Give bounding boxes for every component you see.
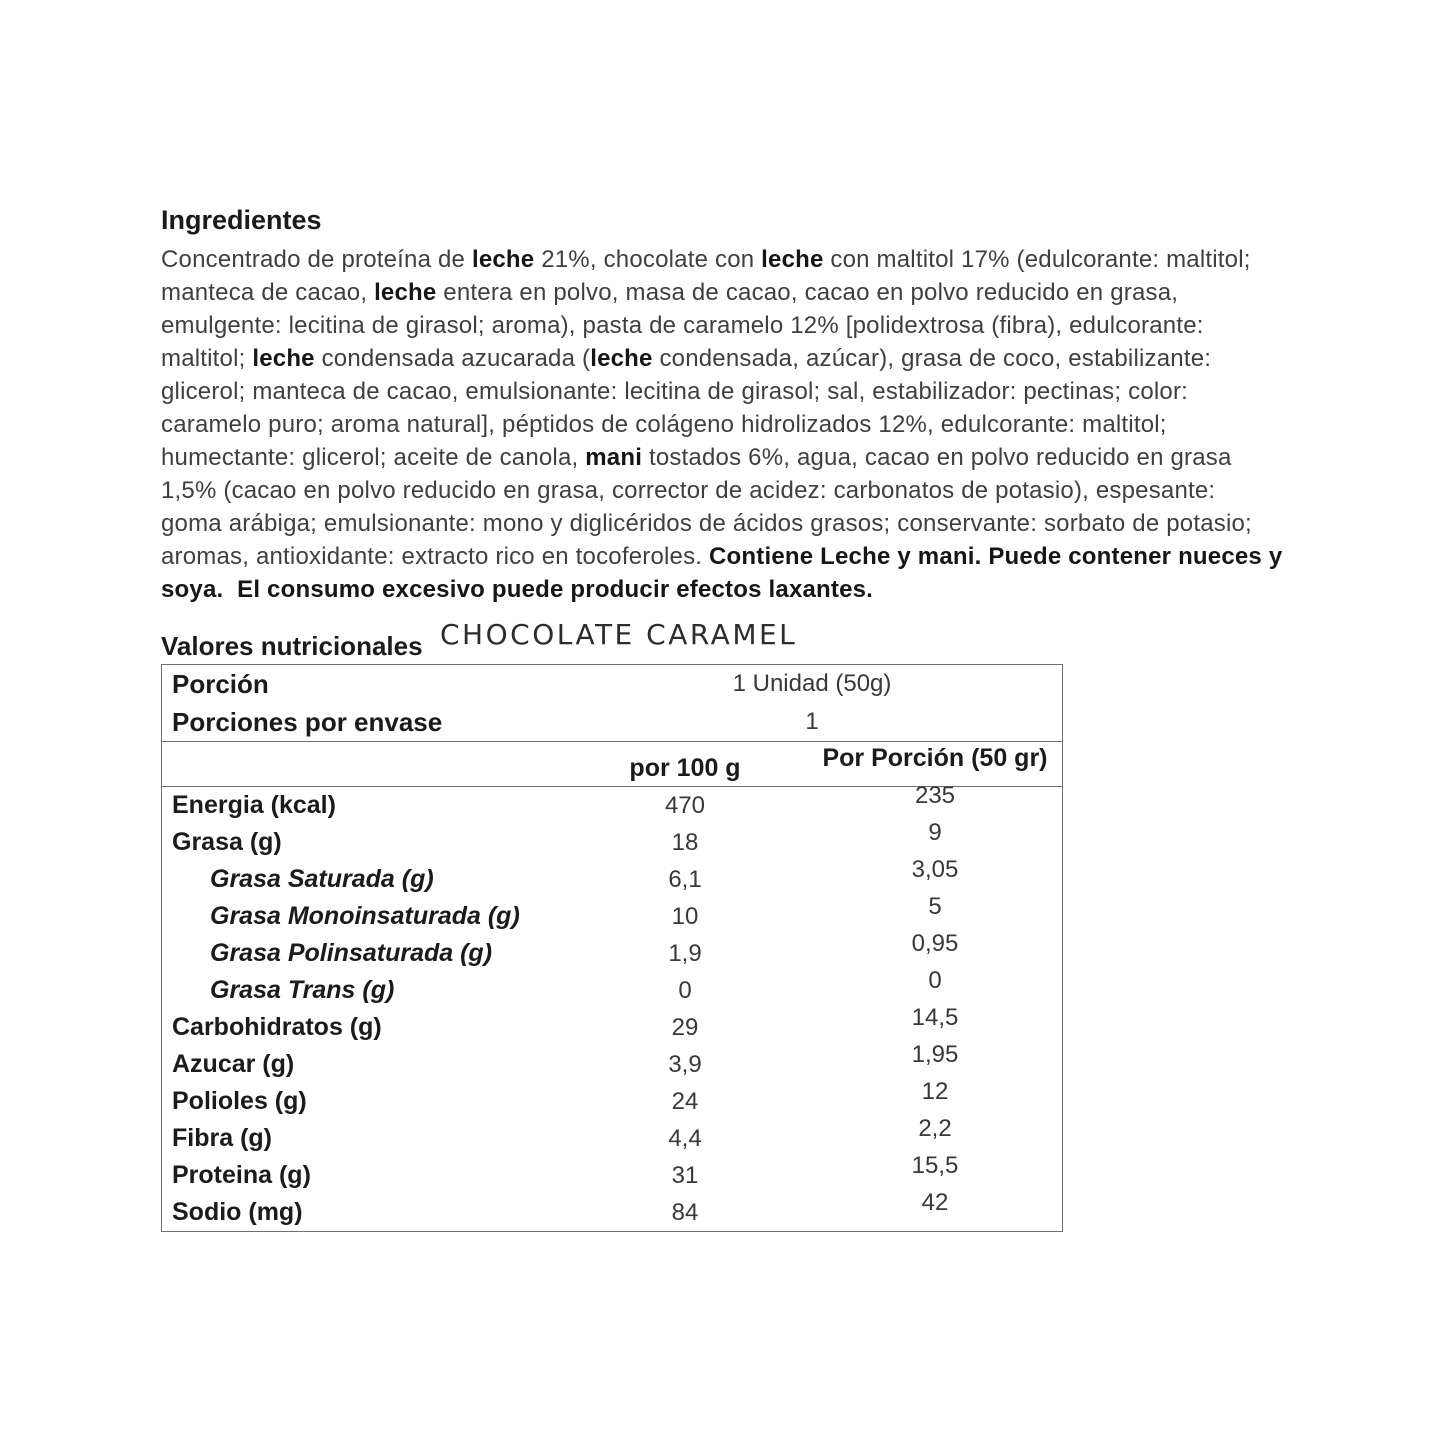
ingredient-text: con maltitol 17% (edulcorante: maltitol; — [823, 246, 1251, 273]
nutrient-value-per-portion: 1,95 — [911, 1040, 959, 1068]
nutrient-label: Grasa Trans (g) — [210, 976, 395, 1004]
ingredient-text: maltitol; — [161, 345, 253, 372]
nutrient-label: Energia (kcal) — [172, 791, 336, 819]
nutrient-label: Proteina (g) — [172, 1161, 311, 1189]
ingredients-line — [161, 507, 1282, 540]
nutrient-label: Fibra (g) — [172, 1124, 272, 1152]
ingredient-text: condensada, azúcar), grasa de coco, estabilizante: — [652, 345, 1212, 372]
header-per100-cell: por 100 g — [629, 754, 741, 782]
table-header-row — [162, 742, 1062, 786]
ingredients-line — [161, 408, 1282, 441]
nutrient-value-per100g: 24 — [671, 1087, 699, 1115]
nutrient-value-per100g: 31 — [671, 1161, 699, 1189]
ingredient-text: Concentrado de proteína de — [161, 246, 472, 273]
nutrition-table — [161, 664, 1063, 1232]
nutrient-label: Polioles (g) — [172, 1087, 307, 1115]
nutrient-value-per-portion: 3,05 — [911, 855, 959, 883]
serving-rows-group — [162, 665, 1062, 741]
header-empty-cell — [162, 783, 562, 786]
serving-row — [162, 703, 1062, 741]
ingredient-text: entera en polvo, masa de cacao, cacao en polvo reducido en grasa, — [436, 279, 1179, 306]
ingredient-text: goma arábiga; emulsionante: mono y diglicéridos de ácidos grasos; conservante: sorbato de potasio; — [161, 510, 1252, 537]
nutrient-value-per100g: 470 — [664, 791, 706, 819]
nutrient-value-per100g: 1,9 — [668, 939, 702, 967]
nutrient-value-per100g: 4,4 — [668, 1124, 702, 1152]
nutrient-label: Grasa Polinsaturada (g) — [210, 939, 493, 967]
ingredient-bold-text: leche — [252, 345, 315, 372]
nutrient-rows-group — [162, 781, 1062, 1231]
ingredients-paragraph — [161, 243, 1282, 606]
serving-row-label: Porciones por envase — [172, 706, 443, 737]
ingredient-text: humectante: glicerol; aceite de canola, — [161, 444, 586, 471]
nutrient-label: Grasa Monoinsaturada (g) — [210, 902, 520, 930]
ingredient-text: aromas, antioxidante: extracto rico en tocoferoles. — [161, 543, 710, 570]
nutrient-value-per-portion: 14,5 — [911, 1003, 959, 1031]
nutrient-value-per100g: 0 — [678, 976, 692, 1004]
ingredients-line — [161, 375, 1282, 408]
page-content — [161, 204, 1282, 1232]
header-portion-cell: Por Porción (50 gr) — [822, 744, 1048, 772]
nutrient-label: Sodio (mg) — [172, 1198, 303, 1226]
nutrient-value-per100g: 10 — [671, 902, 699, 930]
nutrient-value-per-portion: 0,95 — [911, 929, 959, 957]
nutrient-value-per100g: 29 — [671, 1013, 699, 1041]
nutrient-value-per100g: 84 — [671, 1198, 699, 1226]
nutrient-label: Grasa Saturada (g) — [210, 865, 434, 893]
product-title: CHOCOLATE CARAMEL — [440, 618, 798, 651]
ingredient-bold-text: Contiene Leche y mani. Puede contener nueces y — [709, 543, 1283, 570]
ingredient-text: manteca de cacao, — [161, 279, 375, 306]
nutrition-section-label: Valores nutricionales — [161, 631, 423, 661]
nutrient-value-per-portion: 5 — [928, 892, 942, 920]
ingredient-text: condensada azucarada ( — [314, 345, 591, 372]
ingredients-line — [161, 309, 1282, 342]
ingredient-text: 21%, chocolate con — [534, 246, 762, 273]
ingredient-text: 1,5% (cacao en polvo reducido en grasa, corrector de acidez: carbonatos de potasio), espesante: — [161, 477, 1216, 504]
ingredient-bold-text: leche — [761, 246, 824, 273]
nutrient-value-per-portion: 235 — [914, 781, 956, 809]
ingredient-text: glicerol; manteca de cacao, emulsionante: lecitina de girasol; sal, estabilizador: pectinas; color: — [161, 378, 1189, 405]
ingredient-bold-text: leche — [471, 246, 535, 273]
nutrient-label: Azucar (g) — [172, 1050, 295, 1078]
ingredient-bold-text: soya. El consumo excesivo puede producir efectos laxantes. — [161, 576, 874, 603]
ingredients-line — [161, 540, 1282, 573]
serving-row — [162, 665, 1062, 703]
nutrient-value-per-portion: 2,2 — [918, 1114, 952, 1142]
serving-row-value: 1 — [805, 708, 819, 735]
ingredients-line — [161, 474, 1282, 507]
ingredient-text: tostados 6%, agua, cacao en polvo reducido en grasa — [642, 444, 1232, 471]
nutrition-section-header — [161, 618, 1282, 664]
table-row — [162, 1188, 1062, 1231]
ingredients-line — [161, 243, 1282, 276]
ingredients-heading: Ingredientes — [161, 205, 322, 235]
nutrient-value-per-portion: 15,5 — [911, 1151, 959, 1179]
ingredient-text: emulgente: lecitina de girasol; aroma), pasta de caramelo 12% [polidextrosa (fibra), edulcorante: — [161, 312, 1204, 339]
serving-row-value: 1 Unidad (50g) — [732, 670, 892, 697]
ingredients-line — [161, 441, 1282, 474]
nutrient-value-per100g: 18 — [671, 828, 699, 856]
nutrient-value-per100g: 6,1 — [668, 865, 702, 893]
ingredient-text: caramelo puro; aroma natural], péptidos de colágeno hidrolizados 12%, edulcorante: maltitol; — [161, 411, 1167, 438]
nutrient-value-per-portion: 12 — [921, 1077, 949, 1105]
ingredient-bold-text: leche — [590, 345, 653, 372]
serving-row-label: Porción — [172, 668, 269, 699]
nutrient-value-per-portion: 42 — [921, 1188, 949, 1216]
ingredient-bold-text: mani — [585, 444, 643, 471]
ingredients-line — [161, 276, 1282, 309]
nutrient-label: Carbohidratos (g) — [172, 1013, 382, 1041]
nutrient-value-per100g: 3,9 — [668, 1050, 702, 1078]
ingredients-line — [161, 342, 1282, 375]
nutrient-value-per-portion: 9 — [928, 818, 942, 846]
nutrient-value-per-portion: 0 — [928, 966, 942, 994]
nutrient-label: Grasa (g) — [172, 828, 282, 856]
ingredients-line — [161, 573, 1282, 606]
ingredient-bold-text: leche — [374, 279, 437, 306]
